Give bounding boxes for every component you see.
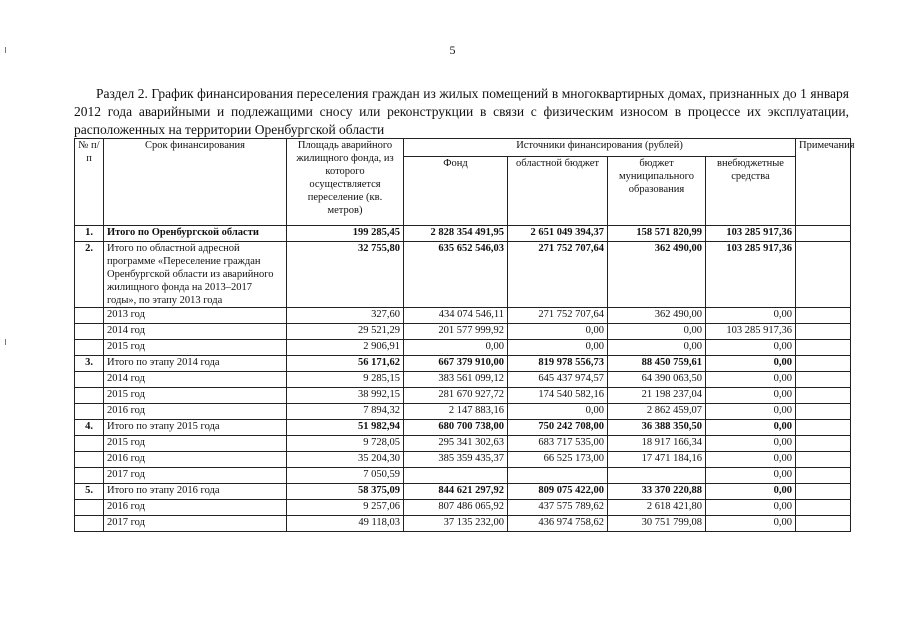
row-number: [75, 452, 104, 468]
row-fund: 635 652 546,03: [404, 242, 508, 308]
row-extra-budgetary: 0,00: [706, 484, 796, 500]
row-regional-budget: 0,00: [508, 340, 608, 356]
row-area: 2 906,91: [287, 340, 404, 356]
header-extra-budgetary: внебюджетные средства: [706, 157, 796, 226]
table-row: [75, 226, 851, 242]
row-regional-budget: 0,00: [508, 324, 608, 340]
row-municipal-budget: [608, 468, 706, 484]
table-row: [75, 324, 851, 340]
header-number: № п/п: [75, 139, 104, 226]
row-period: 2015 год: [104, 436, 287, 452]
row-number: [75, 404, 104, 420]
row-number: [75, 436, 104, 452]
row-municipal-budget: 88 450 759,61: [608, 356, 706, 372]
row-fund: 383 561 099,12: [404, 372, 508, 388]
row-number: [75, 388, 104, 404]
row-area: 9 728,05: [287, 436, 404, 452]
header-municipal-budget: бюджет муниципального образования: [608, 157, 706, 226]
row-period: 2015 год: [104, 340, 287, 356]
row-fund: 807 486 065,92: [404, 500, 508, 516]
row-notes: [796, 404, 851, 420]
row-number: 4.: [75, 420, 104, 436]
row-extra-budgetary: 103 285 917,36: [706, 226, 796, 242]
row-extra-budgetary: 0,00: [706, 340, 796, 356]
row-number: [75, 500, 104, 516]
row-number: [75, 340, 104, 356]
row-regional-budget: 750 242 708,00: [508, 420, 608, 436]
row-notes: [796, 324, 851, 340]
row-fund: 680 700 738,00: [404, 420, 508, 436]
table-row: [75, 388, 851, 404]
row-area: 9 257,06: [287, 500, 404, 516]
row-fund: 37 135 232,00: [404, 516, 508, 532]
row-municipal-budget: 36 388 350,50: [608, 420, 706, 436]
row-area: 327,60: [287, 308, 404, 324]
row-period: 2016 год: [104, 404, 287, 420]
row-extra-budgetary: 0,00: [706, 356, 796, 372]
row-notes: [796, 484, 851, 500]
row-regional-budget: 436 974 758,62: [508, 516, 608, 532]
row-period: 2015 год: [104, 388, 287, 404]
row-regional-budget: 0,00: [508, 404, 608, 420]
row-extra-budgetary: 0,00: [706, 420, 796, 436]
row-area: 49 118,03: [287, 516, 404, 532]
row-number: [75, 324, 104, 340]
row-extra-budgetary: 0,00: [706, 452, 796, 468]
row-notes: [796, 308, 851, 324]
row-municipal-budget: 21 198 237,04: [608, 388, 706, 404]
table-row: [75, 340, 851, 356]
row-notes: [796, 356, 851, 372]
row-notes: [796, 372, 851, 388]
row-municipal-budget: 30 751 799,08: [608, 516, 706, 532]
row-fund: 2 828 354 491,95: [404, 226, 508, 242]
header-period: Срок финансирования: [104, 139, 287, 226]
row-municipal-budget: 2 862 459,07: [608, 404, 706, 420]
row-regional-budget: 2 651 049 394,37: [508, 226, 608, 242]
row-notes: [796, 436, 851, 452]
row-period: Итого по этапу 2014 года: [104, 356, 287, 372]
table-row: [75, 468, 851, 484]
row-municipal-budget: 362 490,00: [608, 242, 706, 308]
row-fund: [404, 468, 508, 484]
row-area: 56 171,62: [287, 356, 404, 372]
table-row: [75, 242, 851, 308]
row-municipal-budget: 64 390 063,50: [608, 372, 706, 388]
row-fund: 667 379 910,00: [404, 356, 508, 372]
page-number: 5: [449, 43, 456, 57]
row-fund: 844 621 297,92: [404, 484, 508, 500]
table-row: [75, 420, 851, 436]
row-extra-budgetary: 0,00: [706, 500, 796, 516]
row-extra-budgetary: 0,00: [706, 372, 796, 388]
row-regional-budget: 819 978 556,73: [508, 356, 608, 372]
row-extra-budgetary: 103 285 917,36: [706, 242, 796, 308]
row-extra-budgetary: 0,00: [706, 436, 796, 452]
header-notes: Примечания: [796, 139, 851, 226]
row-period: Итого по Оренбургской области: [104, 226, 287, 242]
table-row: [75, 452, 851, 468]
row-notes: [796, 516, 851, 532]
section-heading: Раздел 2. График финансирования переселения граждан из жилых помещений в многоквартирных домах, признанных до 1 января 2012 года аварийными и подлежащими сносу или реконструкции в связи с физическим износом в процессе их эксплуатации, расположенных на территории Оренбургской области: [74, 85, 849, 137]
margin-mark: [5, 47, 6, 53]
row-regional-budget: 437 575 789,62: [508, 500, 608, 516]
row-number: [75, 516, 104, 532]
row-fund: 434 074 546,11: [404, 308, 508, 324]
table-row: [75, 500, 851, 516]
table-row: [75, 436, 851, 452]
table-row: [75, 484, 851, 500]
row-municipal-budget: 362 490,00: [608, 308, 706, 324]
row-regional-budget: 271 752 707,64: [508, 242, 608, 308]
row-municipal-budget: 0,00: [608, 340, 706, 356]
row-area: 29 521,29: [287, 324, 404, 340]
table-row: [75, 308, 851, 324]
header-fund: Фонд: [404, 157, 508, 226]
row-regional-budget: 809 075 422,00: [508, 484, 608, 500]
row-regional-budget: 174 540 582,16: [508, 388, 608, 404]
row-regional-budget: 66 525 173,00: [508, 452, 608, 468]
row-area: 32 755,80: [287, 242, 404, 308]
table-row: [75, 356, 851, 372]
row-number: [75, 372, 104, 388]
row-municipal-budget: 18 917 166,34: [608, 436, 706, 452]
row-number: 5.: [75, 484, 104, 500]
row-period: 2016 год: [104, 500, 287, 516]
row-area: 7 894,32: [287, 404, 404, 420]
row-extra-budgetary: 103 285 917,36: [706, 324, 796, 340]
row-municipal-budget: 33 370 220,88: [608, 484, 706, 500]
row-period: 2014 год: [104, 372, 287, 388]
row-area: 9 285,15: [287, 372, 404, 388]
row-period: 2013 год: [104, 308, 287, 324]
row-notes: [796, 226, 851, 242]
row-regional-budget: [508, 468, 608, 484]
row-number: 3.: [75, 356, 104, 372]
row-municipal-budget: 158 571 820,99: [608, 226, 706, 242]
table-row: [75, 516, 851, 532]
row-regional-budget: 271 752 707,64: [508, 308, 608, 324]
row-notes: [796, 388, 851, 404]
row-fund: 281 670 927,72: [404, 388, 508, 404]
row-number: [75, 308, 104, 324]
header-sources: Источники финансирования (рублей): [404, 139, 796, 157]
row-period: Итого по этапу 2016 года: [104, 484, 287, 500]
row-area: 7 050,59: [287, 468, 404, 484]
row-fund: 295 341 302,63: [404, 436, 508, 452]
header-regional-budget: областной бюджет: [508, 157, 608, 226]
row-extra-budgetary: 0,00: [706, 516, 796, 532]
row-notes: [796, 242, 851, 308]
row-number: 2.: [75, 242, 104, 308]
row-fund: 2 147 883,16: [404, 404, 508, 420]
row-area: 51 982,94: [287, 420, 404, 436]
row-number: [75, 468, 104, 484]
row-extra-budgetary: 0,00: [706, 308, 796, 324]
table-row: [75, 404, 851, 420]
row-area: 38 992,15: [287, 388, 404, 404]
table-row: [75, 372, 851, 388]
row-notes: [796, 500, 851, 516]
row-period: 2017 год: [104, 468, 287, 484]
row-period: Итого по областной адресной программе «Переселение граждан Оренбургской области из аварийного жилищного фонда на 2013–2017 годы», по этапу 2013 года: [104, 242, 287, 308]
row-municipal-budget: 17 471 184,16: [608, 452, 706, 468]
row-fund: 0,00: [404, 340, 508, 356]
row-area: 35 204,30: [287, 452, 404, 468]
row-fund: 201 577 999,92: [404, 324, 508, 340]
row-notes: [796, 468, 851, 484]
row-municipal-budget: 0,00: [608, 324, 706, 340]
row-number: 1.: [75, 226, 104, 242]
financing-schedule-table: [74, 138, 855, 532]
row-regional-budget: 683 717 535,00: [508, 436, 608, 452]
row-period: 2017 год: [104, 516, 287, 532]
row-extra-budgetary: 0,00: [706, 388, 796, 404]
row-notes: [796, 420, 851, 436]
row-extra-budgetary: 0,00: [706, 404, 796, 420]
row-notes: [796, 340, 851, 356]
row-period: 2016 год: [104, 452, 287, 468]
row-period: 2014 год: [104, 324, 287, 340]
row-extra-budgetary: 0,00: [706, 468, 796, 484]
row-area: 199 285,45: [287, 226, 404, 242]
row-period: Итого по этапу 2015 года: [104, 420, 287, 436]
row-fund: 385 359 435,37: [404, 452, 508, 468]
header-area: Площадь аварийного жилищного фонда, из которого осуществляется переселение (кв. метров): [287, 139, 404, 226]
margin-mark: [5, 339, 6, 345]
row-notes: [796, 452, 851, 468]
row-municipal-budget: 2 618 421,80: [608, 500, 706, 516]
row-regional-budget: 645 437 974,57: [508, 372, 608, 388]
row-area: 58 375,09: [287, 484, 404, 500]
